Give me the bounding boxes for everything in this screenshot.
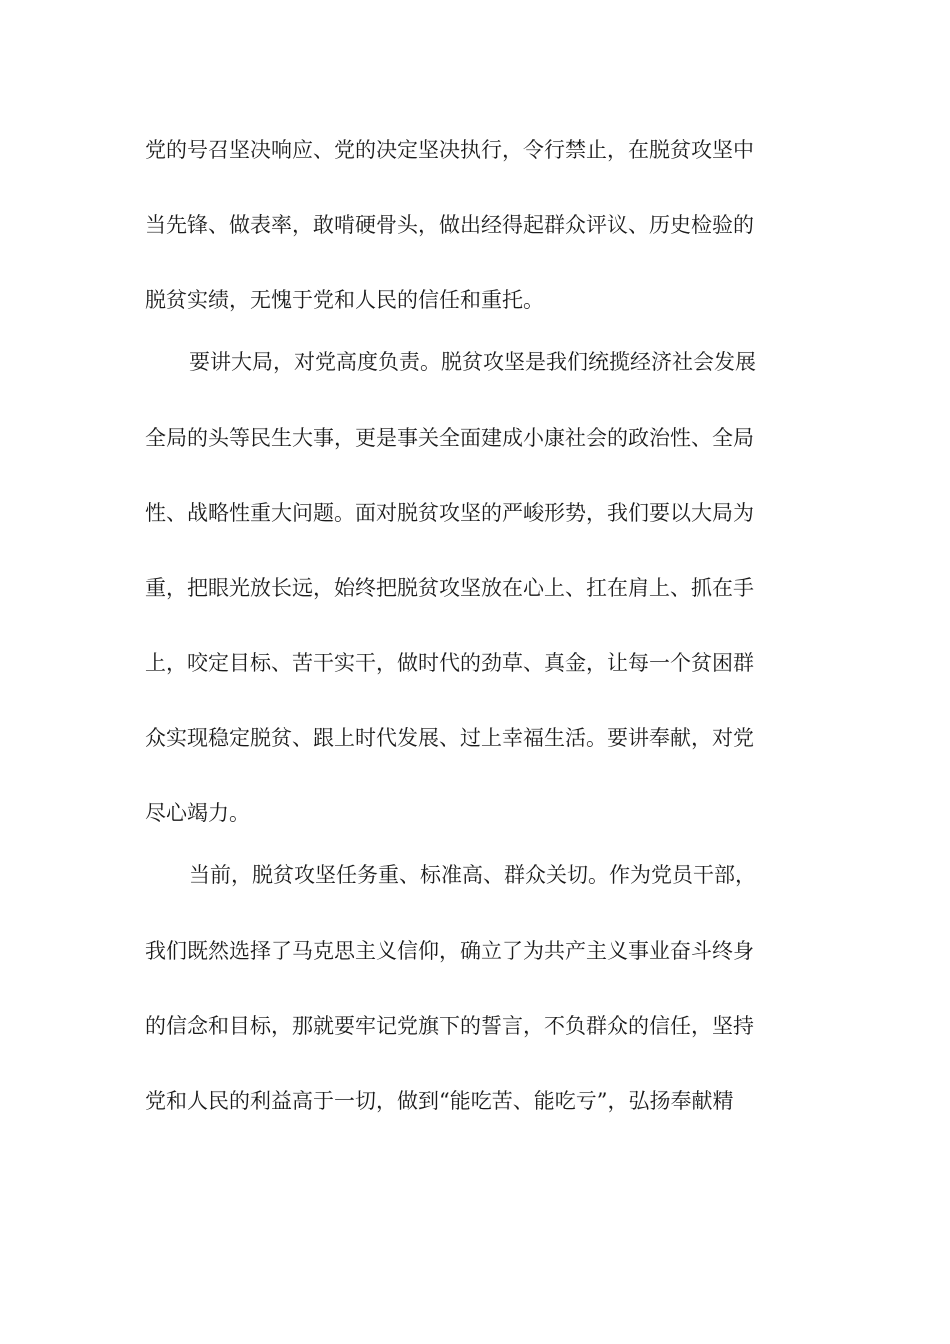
paragraph-start-line: 要讲大局，对党高度负责。脱贫攻坚是我们统揽经济社会发展 xyxy=(189,350,756,374)
text-line: 的信念和目标，那就要牢记党旗下的誓言，不负群众的信任，坚持 xyxy=(145,1014,754,1038)
text-line: 党和人民的利益高于一切，做到“能吃苦、能吃亏”，弘扬奉献精 xyxy=(145,1089,734,1113)
text-line: 我们既然选择了马克思主义信仰，确立了为共产主义事业奋斗终身 xyxy=(145,939,754,963)
text-line: 全局的头等民生大事，更是事关全面建成小康社会的政治性、全局 xyxy=(145,426,754,450)
text-line: 上，咬定目标、苦干实干，做时代的劲草、真金，让每一个贫困群 xyxy=(145,651,754,675)
text-line: 众实现稳定脱贫、跟上时代发展、过上幸福生活。要讲奉献，对党 xyxy=(145,726,754,750)
paragraph-start-line: 当前，脱贫攻坚任务重、标准高、群众关切。作为党员干部， xyxy=(189,863,756,887)
text-line: 党的号召坚决响应、党的决定坚决执行，令行禁止，在脱贫攻坚中 xyxy=(145,138,754,162)
text-line: 重，把眼光放长远，始终把脱贫攻坚放在心上、扛在肩上、抓在手 xyxy=(145,576,754,600)
text-line: 当先锋、做表率，敢啃硬骨头，做出经得起群众评议、历史检验的 xyxy=(145,213,754,237)
text-line: 脱贫实绩，无愧于党和人民的信任和重托。 xyxy=(145,288,544,312)
text-line: 尽心竭力。 xyxy=(145,801,250,825)
text-line: 性、战略性重大问题。面对脱贫攻坚的严峻形势，我们要以大局为 xyxy=(145,501,754,525)
